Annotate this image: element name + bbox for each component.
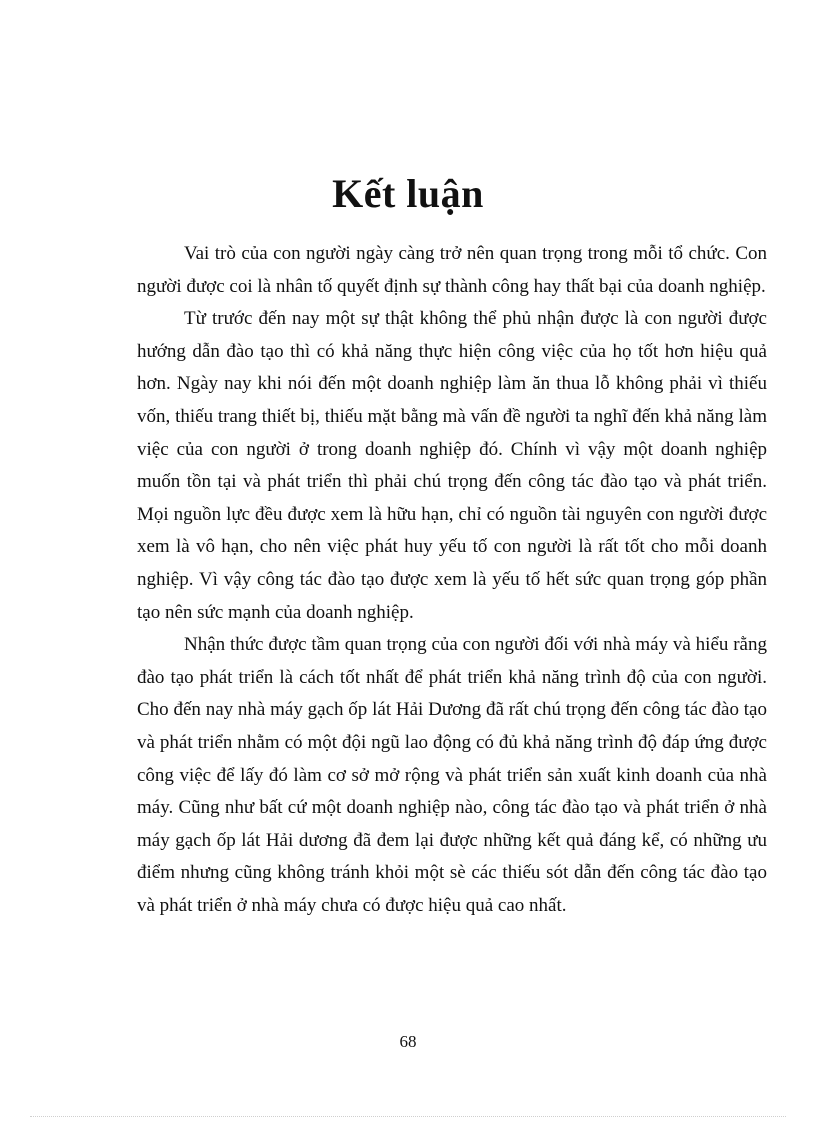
page-bottom-divider	[30, 1116, 786, 1117]
page-number: 68	[399, 1032, 417, 1051]
paragraph-3: Nhận thức được tầm quan trọng của con người đối với nhà máy và hiểu rằng đào tạo phát triển là cách tốt nhất để phát triển khả năng trình độ của con người. Cho đến nay nhà máy gạch ốp lát Hải Dương đã rất chú trọng đến công tác đào tạo và phát triển nhằm có một đội ngũ lao động có đủ khả năng trình độ đáp ứng được công việc để lấy đó làm cơ sở mở rộng và phát triển sản xuất kinh doanh của nhà máy. Cũng như bất cứ một doanh nghiệp nào, công tác đào tạo và phát triển ở nhà máy gạch ốp lát Hải dương đã đem lại được những kết quả đáng kể, có những ưu điểm nhưng cũng không tránh khỏi một sè các thiếu sót dẫn đến công tác đào tạo và phát triển ở nhà máy chưa có được hiệu quả cao nhất.	[137, 634, 767, 916]
body-text	[137, 238, 767, 922]
page-title: Kết luận	[332, 171, 484, 216]
paragraph-2: Từ trước đến nay một sự thật không thể phủ nhận được là con người được hướng dẫn đào tạo thì có khả năng thực hiện công việc của họ tốt hơn hiệu quả hơn. Ngày nay khi nói đến một doanh nghiệp làm ăn thua lỗ không phải vì thiếu vốn, thiếu trang thiết bị, thiếu mặt bằng mà vấn đề người ta nghĩ đến khả năng làm việc của con người ở trong doanh nghiệp đó. Chính vì vậy một doanh nghiệp muốn tồn tại và phát triển thì phải chú trọng đến công tác đào tạo và phát triển. Mọi nguồn lực đều được xem là hữu hạn, chỉ có nguồn tài nguyên con người được xem là vô hạn, cho nên việc phát huy yếu tố con người là rất tốt cho mỗi doanh nghiệp. Vì vậy công tác đào tạo được xem là yếu tố hết sức quan trọng góp phần tạo nên sức mạnh của doanh nghiệp.	[137, 308, 767, 623]
paragraph-1: Vai trò của con người ngày càng trở nên quan trọng trong mỗi tổ chức. Con người được coi là nhân tố quyết định sự thành công hay thất bại của doanh nghiệp.	[137, 243, 767, 297]
